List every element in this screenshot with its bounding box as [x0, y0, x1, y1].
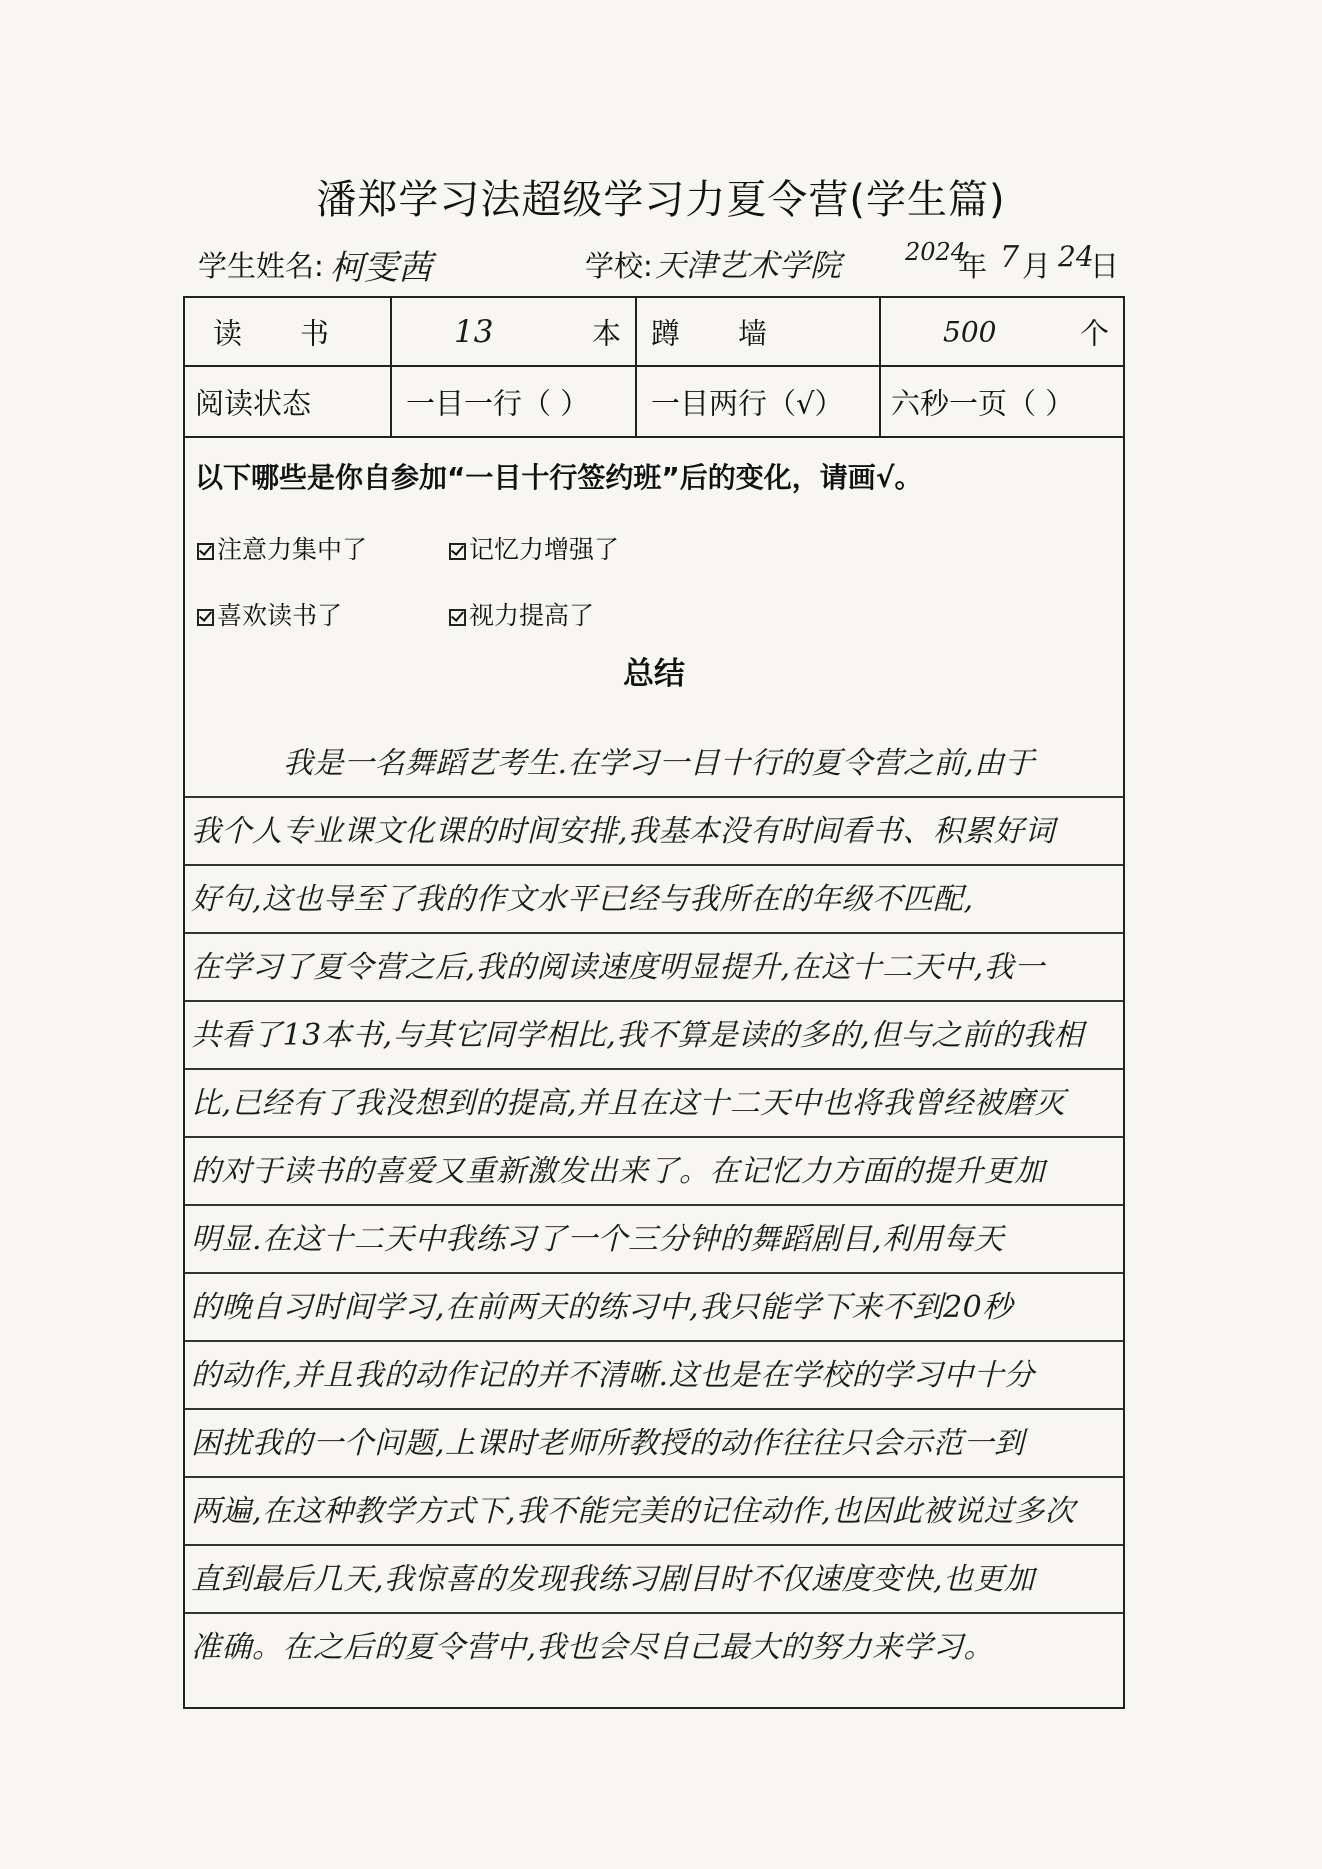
wall-value: 500 [943, 315, 997, 348]
wall-value-cell [881, 298, 1123, 365]
wall-unit: 个 [1079, 316, 1109, 350]
checked-box-icon [197, 609, 214, 626]
date-year-unit: 年 [958, 249, 988, 283]
read-value: 13 [454, 313, 494, 350]
change-item [449, 530, 619, 566]
summary-line: 共看了13本书,与其它同学相比,我不算是读的多的,但与之前的我相 [185, 1002, 1123, 1070]
changes-question: 以下哪些是你自参加“一目十行签约班”后的变化，请画√。 [195, 461, 923, 494]
change-item [197, 530, 367, 566]
summary-line: 的晚自习时间学习,在前两天的练习中,我只能学下来不到20秒 [185, 1274, 1123, 1342]
summary-line: 比,已经有了我没想到的提高,并且在这十二天中也将我曾经被磨灭 [185, 1070, 1123, 1138]
wall-label-cell [637, 298, 881, 365]
stats-table [183, 296, 1125, 438]
summary-line: 准确。在之后的夏令营中,我也会尽自己最大的努力来学习。 [191, 1630, 995, 1665]
date-day-unit: 日 [1090, 249, 1120, 283]
summary-body [185, 730, 1123, 1682]
read-label: 读 书 [213, 316, 330, 350]
summary-line: 好句,这也导至了我的作文水平已经与我所在的年级不匹配, [185, 866, 1123, 934]
status-option-3-cell [881, 367, 1123, 436]
status-option-3: 六秒一页（ ） [891, 386, 1075, 420]
date-month-unit: 月 [1022, 249, 1052, 283]
summary-line: 的动作,并且我的动作记的并不清晰.这也是在学校的学习中十分 [185, 1342, 1123, 1410]
checked-box-icon [449, 609, 466, 626]
summary-line: 直到最后几天,我惊喜的发现我练习剧目时不仅速度变快,也更加 [185, 1546, 1123, 1614]
student-name-value: 柯雯茜 [330, 248, 432, 288]
school-value: 天津艺术学院 [655, 248, 841, 284]
stats-row-1 [185, 298, 1123, 367]
summary-line: 两遍,在这种教学方式下,我不能完美的记住动作,也因此被说过多次 [185, 1478, 1123, 1546]
status-option-2: 一目两行（√） [651, 386, 844, 420]
status-option-1-cell [392, 367, 637, 436]
change-item-label: 喜欢读书了 [217, 601, 343, 630]
change-item [197, 596, 342, 632]
page-title: 潘郑学习法超级学习力夏令营(学生篇) [316, 177, 1006, 223]
change-item-label: 记忆力增强了 [469, 535, 620, 564]
status-option-1: 一目一行（ ） [406, 386, 590, 420]
checked-box-icon [449, 543, 466, 560]
wall-label: 蹲 墙 [651, 316, 768, 350]
summary-line: 我是一名舞蹈艺考生.在学习一目十行的夏令营之前,由于 [185, 730, 1123, 798]
stats-row-2 [185, 367, 1123, 436]
date-year: 2024 [905, 238, 967, 266]
date-day: 24 [1058, 240, 1094, 273]
checked-box-icon [197, 543, 214, 560]
summary-title: 总结 [623, 656, 685, 692]
school-label: 学校: [585, 249, 653, 283]
summary-line: 我个人专业课文化课的时间安排,我基本没有时间看书、积累好词 [185, 798, 1123, 866]
status-label-cell [185, 367, 392, 436]
change-item-label: 注意力集中了 [217, 535, 368, 564]
summary-line: 明显.在这十二天中我练习了一个三分钟的舞蹈剧目,利用每天 [185, 1206, 1123, 1274]
change-item [449, 596, 594, 632]
read-label-cell [185, 298, 392, 365]
summary-box [183, 434, 1125, 1709]
student-name-label: 学生姓名: [198, 249, 324, 283]
summary-line: 困扰我的一个问题,上课时老师所教授的动作往往只会示范一到 [185, 1410, 1123, 1478]
status-label: 阅读状态 [195, 386, 312, 420]
date-month: 7 [1000, 240, 1020, 275]
summary-line: 在学习了夏令营之后,我的阅读速度明显提升,在这十二天中,我一 [185, 934, 1123, 1002]
read-value-cell [392, 298, 637, 365]
read-unit: 本 [591, 316, 621, 350]
summary-line: 的对于读书的喜爱又重新激发出来了。在记忆力方面的提升更加 [185, 1138, 1123, 1206]
change-item-label: 视力提高了 [469, 601, 595, 630]
status-option-2-cell [637, 367, 881, 436]
